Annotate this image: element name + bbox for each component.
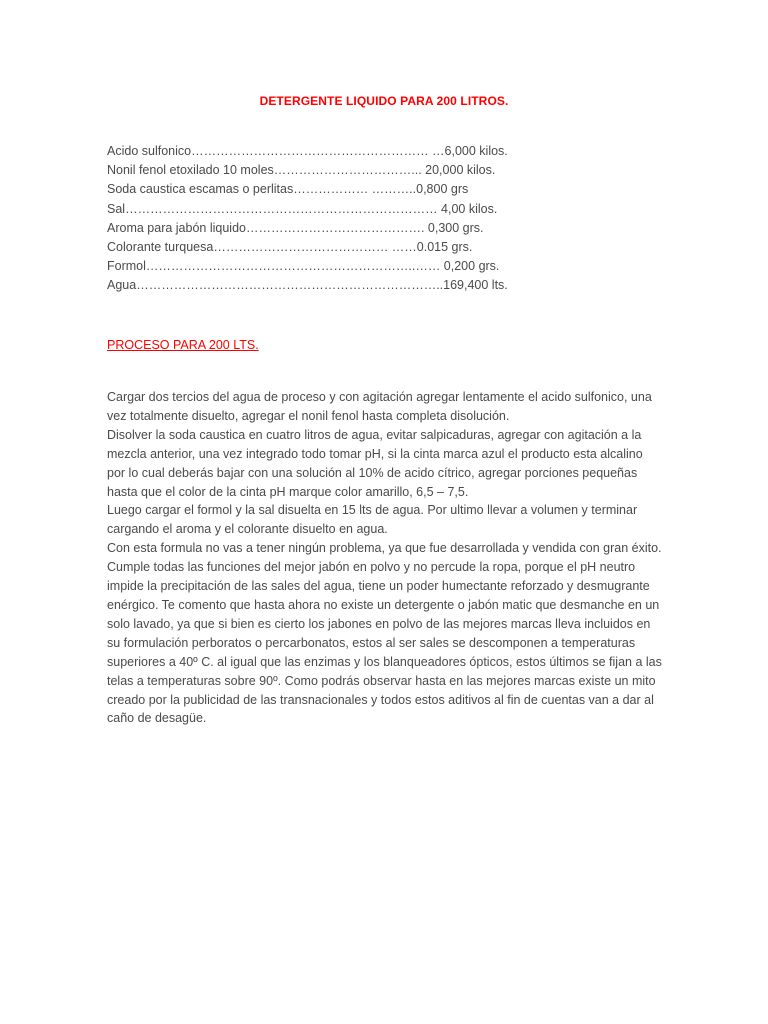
ingredient-item: Agua………………………………………………………………..169,400 lts. (107, 278, 508, 293)
ingredient-item: Sal………………………………………………………………… 4,00 kilos. (107, 201, 498, 216)
ingredient-item: Aroma para jabón liquido……………………………………. 0,300 grs. (107, 220, 484, 235)
process-heading: PROCESO PARA 200 LTS. (107, 338, 259, 352)
ingredient-item: Acido sulfonico………………………………………………… …6,000 kilos. (107, 144, 508, 158)
document-title: DETERGENTE LIQUIDO PARA 200 LITROS. (259, 94, 509, 108)
process-paragraph: Con esta formula no vas a tener ningún problema, ya que fue desarrollada y vendida con gran éxito. Cumple todas las funciones del mejor jabón en polvo y no percude la ropa, porque el pH neutro impide la precipitación de las sales del agua, tiene un poder humectante reforzado y desmugrante enérgico. Te comento que hasta ahora no existe un detergente o jabón matic que desmanche en un solo lavado, ya que si bien es cierto los jabones en polvo de las mejores marcas lleva incluidos en su formulación perboratos o percarbonatos, estos al ser sales se descomponen a temperaturas superiores a 40º C. al igual que las enzimas y los blanqueadores ópticos, estos últimos se fijan a las telas a temperaturas sobre 90º. Como podrás observar hasta en las mejores marcas existe un mito creado por la publicidad de las transnacionales y todos estos aditivos al fin de cuentas van a dar al caño de desagüe. (107, 541, 662, 726)
process-paragraph: Luego cargar el formol y la sal disuelta en 15 lts de agua. Por ultimo llevar a volumen y terminar cargando el aroma y el colorante disuelto en agua. (107, 503, 638, 537)
ingredient-item: Formol………………………………………………………..…… 0,200 grs. (107, 259, 500, 274)
process-paragraph: Cargar dos tercios del agua de proceso y con agitación agregar lentamente el acido sulfonico, una vez totalmente disuelto, agregar el nonil fenol hasta completa disolución. (107, 390, 652, 423)
ingredient-list (107, 142, 508, 296)
process-paragraph: Disolver la soda caustica en cuatro litros de agua, evitar salpicaduras, agregar con agitación a la mezcla anterior, una vez integrado todo tomar pH, si la cinta marca azul el producto esta alcalino por lo cual deberás bajar con una solución al 10% de acido cítrico, agregar porciones pequeñas hasta que el color de la cinta pH marque color amarillo, 6,5 – 7,5. (107, 427, 643, 499)
ingredient-item: Nonil fenol etoxilado 10 moles……………………………... 20,000 kilos. (107, 163, 496, 178)
ingredient-item: Soda caustica escamas o perlitas……………… ………..0,800 grs (107, 182, 469, 197)
process-body (107, 388, 663, 728)
ingredient-item: Colorante turquesa…………………………………… ……0.015 grs. (107, 240, 473, 255)
